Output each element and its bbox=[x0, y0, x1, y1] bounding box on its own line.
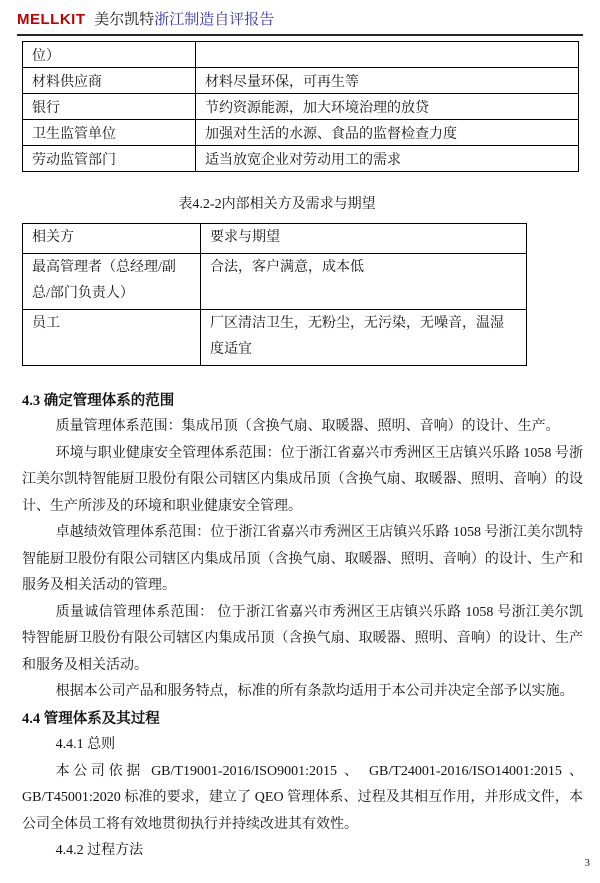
table-row bbox=[23, 94, 579, 120]
header-cell-party: 相关方 bbox=[23, 224, 201, 254]
need-cell: 加强对生活的水源、食品的监督检查力度 bbox=[196, 120, 579, 146]
table-row bbox=[23, 68, 579, 94]
need-cell: 厂区清洁卫生，无粉尘，无污染，无噪音，温湿度适宜 bbox=[201, 309, 527, 365]
need-cell: 材料尽量环保，可再生等 bbox=[196, 68, 579, 94]
paragraph-standards: 本公司依据 GB/T19001-2016/ISO9001:2015 、 GB/T24001-2016/ISO14001:2015 、GB/T45001:2020 标准的要求，建立了 QEO 管理体系、过程及其相互作用，并形成文件，本公司全体员工将有效地贯彻执行并持续改进其有效性。 bbox=[22, 763, 583, 832]
body-text bbox=[22, 388, 583, 865]
section-4-4-1-heading: 4.4.1 总则 bbox=[55, 737, 116, 752]
need-cell: 节约资源能源，加大环境治理的放贷 bbox=[196, 94, 579, 120]
need-cell bbox=[196, 42, 579, 68]
party-cell: 卫生监管单位 bbox=[23, 120, 196, 146]
section-4-4-heading: 4.4 管理体系及其过程 bbox=[22, 710, 160, 727]
party-cell: 最高管理者（总经理/副总/部门负责人） bbox=[23, 253, 201, 309]
header-doc-title: 浙江制造自评报告 bbox=[154, 12, 275, 28]
paragraph-ehs-scope: 环境与职业健康安全管理体系范围：位于浙江省嘉兴市秀洲区王店镇兴乐路 1058 号浙江美尔凯特智能厨卫股份有限公司辖区内集成吊顶（含换气扇、取暖器、照明、音响）的设计、生产所涉及的环境和职业健康安全管理。 bbox=[22, 445, 583, 514]
table-header-row bbox=[23, 224, 527, 254]
page-number: 3 bbox=[584, 857, 590, 869]
header-cell-need: 要求与期望 bbox=[201, 224, 527, 254]
external-parties-table bbox=[22, 41, 579, 172]
party-cell: 员工 bbox=[23, 309, 201, 365]
need-cell: 适当放宽企业对劳动用工的需求 bbox=[196, 146, 579, 172]
party-cell: 位） bbox=[23, 42, 196, 68]
party-cell: 劳动监管部门 bbox=[23, 146, 196, 172]
paragraph-quality-scope: 质量管理体系范围：集成吊顶（含换气扇、取暖器、照明、音响）的设计、生产。 bbox=[55, 419, 560, 434]
paragraph-applicability: 根据本公司产品和服务特点，标准的所有条款均适用于本公司并决定全部予以实施。 bbox=[55, 684, 574, 699]
page-header bbox=[17, 8, 583, 36]
table-row bbox=[23, 146, 579, 172]
table-row bbox=[23, 309, 527, 365]
table2-caption: 表4.2-2内部相关方及需求与期望 bbox=[178, 197, 376, 212]
section-4-3-heading: 4.3 确定管理体系的范围 bbox=[22, 392, 175, 409]
party-cell: 银行 bbox=[23, 94, 196, 120]
need-cell: 合法，客户满意，成本低 bbox=[201, 253, 527, 309]
table-row bbox=[23, 120, 579, 146]
table-row bbox=[23, 42, 579, 68]
internal-parties-table bbox=[22, 223, 527, 366]
paragraph-excellence-scope: 卓越绩效管理体系范围：位于浙江省嘉兴市秀洲区王店镇兴乐路 1058 号浙江美尔凯特智能厨卫股份有限公司辖区内集成吊顶（含换气扇、取暖器、照明、音响）的设计、生产和服务及相关活动的管理。 bbox=[22, 525, 583, 593]
party-cell: 材料供应商 bbox=[23, 68, 196, 94]
paragraph-integrity-scope: 质量诚信管理体系范围： 位于浙江省嘉兴市秀洲区王店镇兴乐路 1058 号浙江美尔凯特智能厨卫股份有限公司辖区内集成吊顶（含换气扇、取暖器、照明、音响）的设计、生产和服务及相关活动。 bbox=[22, 604, 583, 673]
brand-logo-text: MELLKIT bbox=[17, 11, 86, 28]
table-row bbox=[23, 253, 527, 309]
section-4-4-2-heading: 4.4.2 过程方法 bbox=[55, 843, 144, 858]
header-company-name: 美尔凯特 bbox=[94, 12, 155, 28]
